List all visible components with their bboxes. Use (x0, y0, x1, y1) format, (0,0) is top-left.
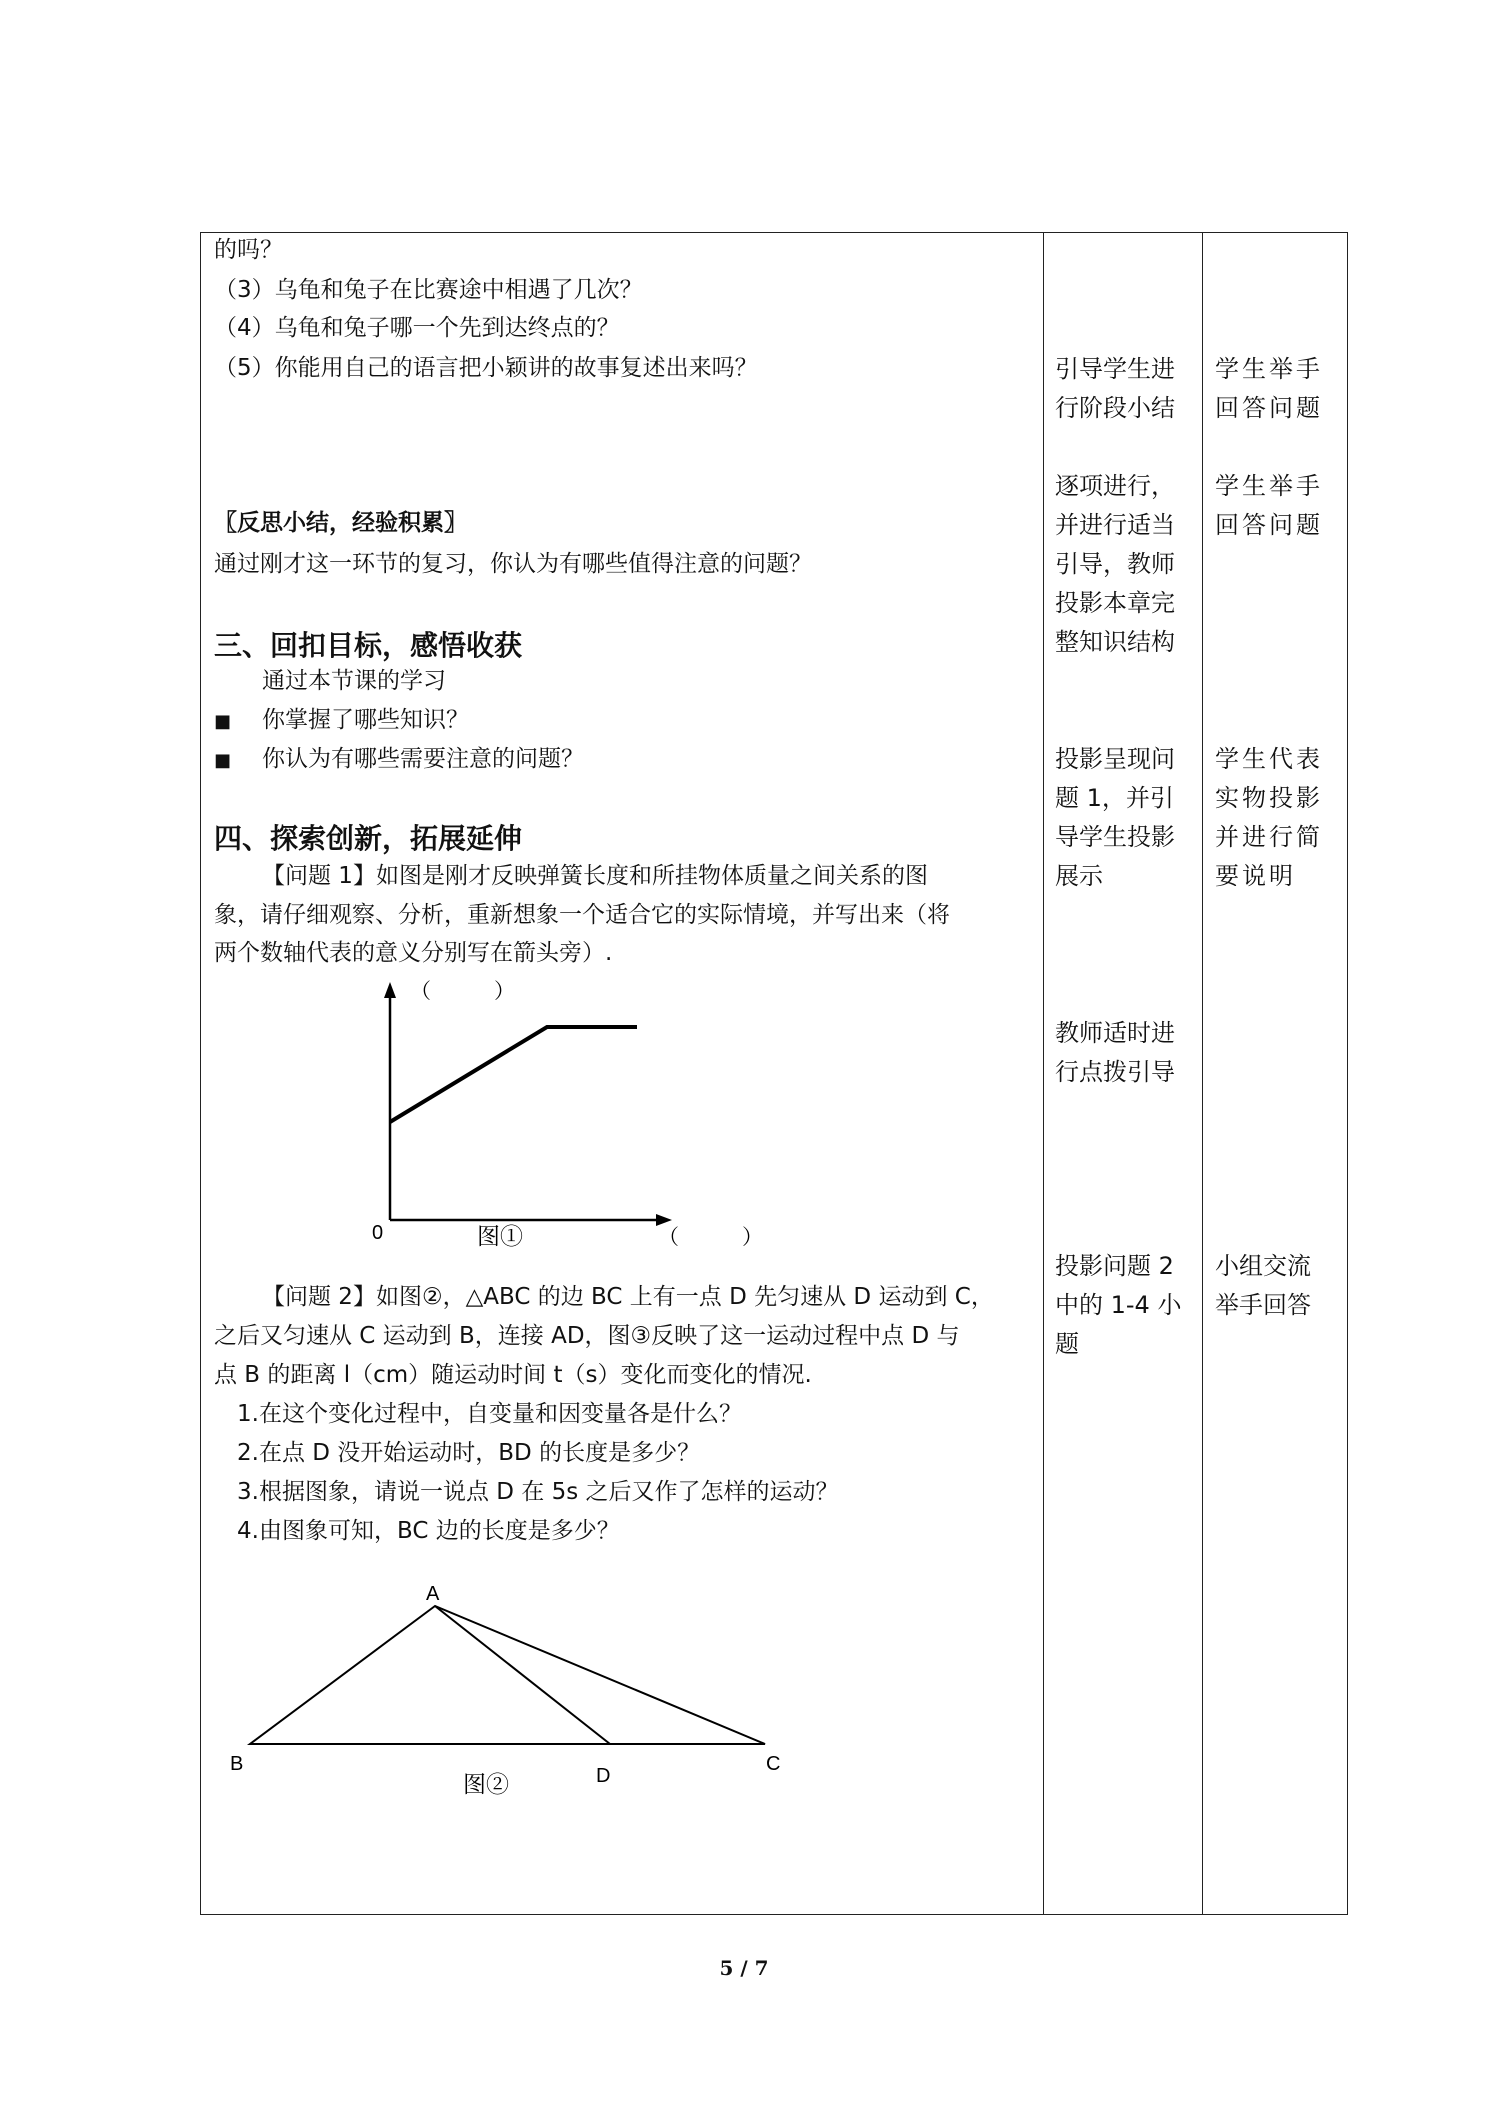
question-3: （3）乌龟和兔子在比赛途中相遇了几次？ (214, 277, 643, 303)
graph-1 (350, 980, 790, 1265)
problem-2-question-3: 3.根据图象，请说一说点 D 在 5s 之后又作了怎样的运动？ (237, 1479, 839, 1505)
column-divider (1202, 232, 1203, 1915)
problem-2-question-4: 4.由图象可知，BC 边的长度是多少？ (237, 1518, 620, 1544)
problem-2-question-2: 2.在点 D 没开始运动时，BD 的长度是多少？ (237, 1440, 701, 1466)
problem-2-line-3: 点 B 的距离 l（cm）随运动时间 t（s）变化而变化的情况. (214, 1362, 812, 1388)
bullet-icon: ■ (214, 750, 232, 771)
problem-1-line-1: 【问题 1】如图是刚才反映弹簧长度和所挂物体质量之间关系的图 (262, 863, 928, 889)
label-c: C (766, 1753, 781, 1775)
problem-2-line-1: 【问题 2】如图②，△ABC 的边 BC 上有一点 D 先匀速从 D 运动到 C， (262, 1284, 994, 1310)
teacher-note-2: 逐项进行， 并进行适当 引导，教师 投影本章完 整知识结构 (1055, 472, 1175, 656)
triangle-abc (250, 1606, 765, 1744)
problem-1-line-2: 象，请仔细观察、分析，重新想象一个适合它的实际情境，并写出来（将 (214, 902, 950, 928)
student-note-4: 小组交流 举手回答 (1215, 1252, 1311, 1319)
figure-2-caption: 图② (463, 1771, 509, 1797)
x-axis-arrow-icon (656, 1214, 672, 1226)
teacher-note-1: 引导学生进 行阶段小结 (1055, 355, 1175, 422)
section-3-title: 三、回扣目标，感悟收获 (214, 629, 523, 662)
question-4: （4）乌龟和兔子哪一个先到达终点的？ (214, 315, 620, 341)
bullet-icon: ■ (214, 711, 232, 732)
reflect-title: 〖反思小结，经验积累〗 (214, 510, 467, 536)
teacher-note-5: 投影问题 2 中的 1-4 小 题 (1055, 1252, 1182, 1358)
section-3-intro: 通过本节课的学习 (262, 668, 446, 694)
y-axis-arrow-icon (384, 982, 396, 998)
x-axis-blank: （ ） (658, 1226, 763, 1249)
section-3-bullet-2: ■ 你认为有哪些需要注意的问题？ (214, 742, 584, 778)
student-note-1: 学生举手 回答问题 (1215, 355, 1323, 422)
figure-2 (220, 1570, 800, 1810)
graph-1-line (390, 1027, 637, 1122)
origin-label: 0 (372, 1222, 384, 1244)
label-a: A (426, 1583, 440, 1605)
question-continuation: 的吗？ (214, 237, 283, 263)
problem-2-question-1: 1.在这个变化过程中，自变量和因变量各是什么？ (237, 1401, 742, 1427)
reflect-text: 通过刚才这一环节的复习，你认为有哪些值得注意的问题？ (214, 551, 812, 577)
section-4-title: 四、探索创新，拓展延伸 (214, 822, 523, 855)
label-b: B (230, 1753, 244, 1775)
graph-1-caption: 图① (477, 1223, 523, 1249)
problem-1-line-3: 两个数轴代表的意义分别写在箭头旁）. (214, 940, 613, 966)
student-note-3: 学生代表 实物投影 并进行简 要说明 (1215, 745, 1323, 890)
question-5: （5）你能用自己的语言把小颖讲的故事复述出来吗？ (214, 355, 758, 381)
column-divider (1043, 232, 1044, 1915)
y-axis-blank: （ ） (410, 980, 515, 1003)
page-number: 5 / 7 (719, 1956, 769, 1980)
student-note-2: 学生举手 回答问题 (1215, 472, 1323, 539)
problem-2-line-2: 之后又匀速从 C 运动到 B，连接 AD，图③反映了这一运动过程中点 D 与 (214, 1323, 960, 1349)
teacher-note-4: 教师适时进 行点拨引导 (1055, 1019, 1175, 1086)
label-d: D (596, 1765, 611, 1787)
segment-ad (435, 1606, 610, 1744)
section-3-bullet-1: ■ 你掌握了哪些知识？ (214, 703, 469, 739)
teacher-note-3: 投影呈现问 题 1，并引 导学生投影 展示 (1055, 745, 1175, 890)
